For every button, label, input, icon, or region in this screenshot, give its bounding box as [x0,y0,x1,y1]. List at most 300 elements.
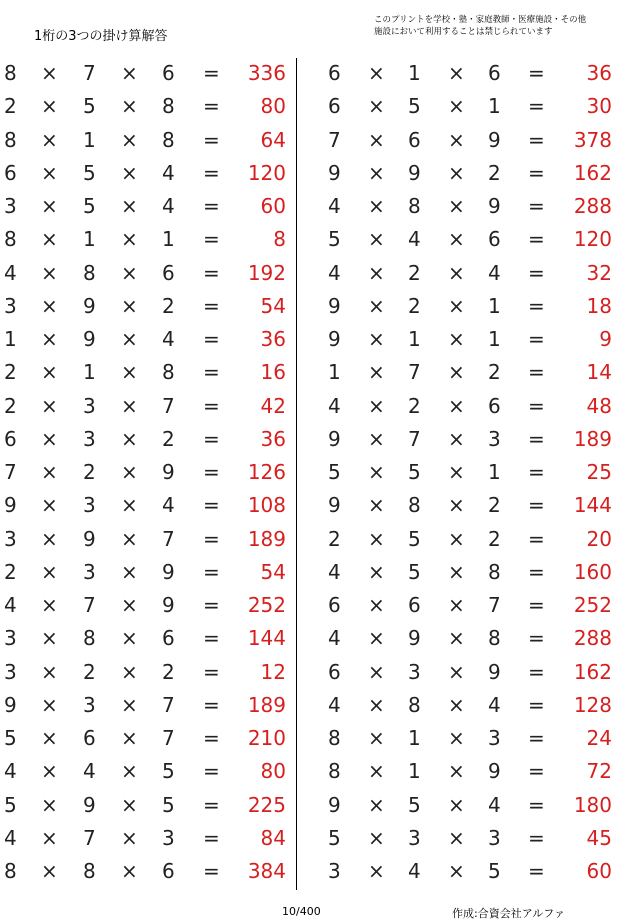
problem-row [0,423,296,456]
times-sign: × [121,194,138,218]
operand-1: 2 [4,360,17,385]
answer: 120 [247,160,286,185]
problem-row [0,290,296,323]
equals-sign: = [203,759,220,784]
problem-row [0,456,296,489]
operand-2: 2 [408,260,421,285]
times-sign: × [368,726,385,750]
answer: 64 [260,127,286,152]
problem-row [316,589,616,622]
operand-1: 8 [4,127,17,152]
operand-2: 2 [83,460,96,484]
times-sign: × [448,593,465,617]
answer: 80 [260,759,286,784]
times-sign: × [121,327,138,351]
equals-sign: = [203,260,220,285]
problem-row [316,722,616,755]
operand-2: 5 [408,526,421,551]
answer: 25 [586,460,612,484]
operand-3: 8 [488,559,501,584]
equals-sign: = [203,360,220,385]
times-sign: × [41,460,58,484]
equals-sign: = [203,94,220,119]
problem-row [0,157,296,190]
times-sign: × [121,127,138,152]
answer: 126 [247,460,286,484]
operand-3: 8 [162,360,175,385]
problem-row [0,390,296,423]
problem-row [316,223,616,256]
operand-1: 6 [4,426,17,451]
operand-3: 8 [488,626,501,651]
operand-2: 3 [83,493,96,518]
equals-sign: = [203,293,220,318]
equals-sign: = [528,127,545,152]
times-sign: × [121,792,138,817]
answer: 162 [573,160,612,185]
operand-3: 3 [488,426,501,451]
times-sign: × [41,293,58,318]
problem-row [316,190,616,223]
operand-1: 5 [328,227,341,252]
operand-2: 5 [408,559,421,584]
problem-row [316,489,616,522]
operand-1: 6 [328,593,341,617]
times-sign: × [121,260,138,285]
times-sign: × [121,859,138,883]
operand-3: 4 [162,194,175,218]
answer: 48 [586,393,612,418]
operand-2: 7 [83,593,96,617]
problem-row [316,157,616,190]
operand-3: 2 [162,659,175,684]
operand-3: 2 [488,360,501,385]
author-credit: 作成:合資会社アルファ [452,907,566,920]
answer: 189 [573,426,612,451]
times-sign: × [368,559,385,584]
answer: 108 [247,493,286,518]
equals-sign: = [528,626,545,651]
equals-sign: = [528,659,545,684]
operand-1: 9 [328,327,341,351]
operand-2: 6 [408,127,421,152]
operand-3: 7 [162,692,175,717]
equals-sign: = [203,327,220,351]
times-sign: × [121,692,138,717]
operand-2: 2 [408,293,421,318]
times-sign: × [368,61,385,85]
operand-3: 3 [162,825,175,850]
times-sign: × [368,227,385,252]
equals-sign: = [528,792,545,817]
times-sign: × [121,293,138,318]
equals-sign: = [528,94,545,119]
operand-2: 8 [83,626,96,651]
equals-sign: = [528,726,545,750]
answer: 120 [573,227,612,252]
operand-3: 3 [488,825,501,850]
times-sign: × [368,825,385,850]
operand-1: 6 [328,94,341,119]
operand-2: 5 [83,94,96,119]
operand-1: 2 [4,393,17,418]
operand-1: 9 [328,426,341,451]
equals-sign: = [203,726,220,750]
times-sign: × [41,859,58,883]
times-sign: × [121,659,138,684]
operand-2: 7 [408,426,421,451]
operand-3: 9 [488,194,501,218]
operand-2: 9 [83,327,96,351]
answer: 162 [573,659,612,684]
answer: 80 [260,94,286,119]
times-sign: × [121,593,138,617]
column-divider [296,58,297,890]
times-sign: × [368,692,385,717]
operand-3: 2 [162,426,175,451]
operand-1: 4 [328,692,341,717]
equals-sign: = [528,759,545,784]
times-sign: × [448,327,465,351]
operand-3: 1 [488,460,501,484]
operand-2: 8 [408,692,421,717]
operand-2: 1 [408,726,421,750]
equals-sign: = [203,825,220,850]
operand-2: 5 [408,94,421,119]
equals-sign: = [528,393,545,418]
times-sign: × [448,659,465,684]
operand-2: 8 [408,493,421,518]
operand-2: 3 [83,426,96,451]
operand-2: 1 [83,360,96,385]
problem-row [0,489,296,522]
equals-sign: = [203,426,220,451]
operand-3: 4 [488,792,501,817]
equals-sign: = [528,526,545,551]
times-sign: × [448,493,465,518]
operand-3: 9 [488,127,501,152]
answer: 12 [260,659,286,684]
operand-3: 6 [162,61,175,85]
times-sign: × [41,194,58,218]
equals-sign: = [528,692,545,717]
operand-1: 1 [4,327,17,351]
operand-2: 7 [408,360,421,385]
times-sign: × [448,194,465,218]
problem-row [0,656,296,689]
operand-2: 1 [408,759,421,784]
times-sign: × [41,127,58,152]
operand-3: 6 [162,859,175,883]
operand-1: 4 [328,260,341,285]
operand-2: 5 [83,194,96,218]
times-sign: × [121,61,138,85]
operand-1: 4 [4,260,17,285]
operand-1: 4 [328,559,341,584]
operand-1: 6 [328,61,341,85]
problem-row [0,589,296,622]
times-sign: × [121,426,138,451]
times-sign: × [368,493,385,518]
times-sign: × [368,260,385,285]
equals-sign: = [528,559,545,584]
answer: 384 [247,859,286,883]
operand-1: 4 [4,759,17,784]
problem-row [316,57,616,90]
times-sign: × [448,626,465,651]
answer: 378 [573,127,612,152]
answer: 32 [586,260,612,285]
operand-3: 6 [488,61,501,85]
problem-row [316,423,616,456]
operand-2: 1 [408,327,421,351]
answer: 160 [573,559,612,584]
problem-row [316,789,616,822]
problem-row [316,556,616,589]
equals-sign: = [203,227,220,252]
equals-sign: = [203,460,220,484]
equals-sign: = [203,692,220,717]
times-sign: × [368,759,385,784]
times-sign: × [368,127,385,152]
operand-3: 8 [162,94,175,119]
operand-1: 3 [4,526,17,551]
answer: 16 [260,360,286,385]
operand-2: 7 [83,61,96,85]
operand-2: 4 [408,859,421,883]
operand-3: 9 [488,759,501,784]
times-sign: × [41,792,58,817]
times-sign: × [41,360,58,385]
times-sign: × [41,626,58,651]
operand-3: 4 [162,493,175,518]
times-sign: × [368,859,385,883]
problem-row [316,523,616,556]
equals-sign: = [203,659,220,684]
times-sign: × [368,194,385,218]
times-sign: × [41,227,58,252]
equals-sign: = [528,825,545,850]
times-sign: × [448,692,465,717]
times-sign: × [448,360,465,385]
equals-sign: = [528,859,545,883]
operand-1: 4 [328,393,341,418]
times-sign: × [121,759,138,784]
operand-2: 2 [83,659,96,684]
problem-row [0,223,296,256]
times-sign: × [368,626,385,651]
operand-3: 1 [488,94,501,119]
equals-sign: = [203,160,220,185]
answer: 84 [260,825,286,850]
problem-row [316,622,616,655]
equals-sign: = [528,360,545,385]
times-sign: × [448,825,465,850]
operand-3: 6 [162,260,175,285]
times-sign: × [448,94,465,119]
times-sign: × [368,327,385,351]
equals-sign: = [528,227,545,252]
times-sign: × [121,360,138,385]
times-sign: × [368,393,385,418]
operand-1: 8 [4,859,17,883]
operand-3: 4 [162,160,175,185]
operand-2: 8 [408,194,421,218]
equals-sign: = [203,127,220,152]
operand-2: 9 [83,792,96,817]
times-sign: × [41,94,58,119]
operand-3: 7 [488,593,501,617]
answer: 42 [260,393,286,418]
operand-3: 9 [488,659,501,684]
equals-sign: = [203,194,220,218]
operand-2: 8 [83,260,96,285]
equals-sign: = [203,493,220,518]
answer: 45 [586,825,612,850]
times-sign: × [368,792,385,817]
operand-1: 5 [328,825,341,850]
times-sign: × [41,759,58,784]
problem-row [316,90,616,123]
answer: 128 [573,692,612,717]
operand-3: 9 [162,460,175,484]
operand-2: 7 [83,825,96,850]
times-sign: × [41,593,58,617]
right-problem-column [316,57,616,888]
times-sign: × [448,526,465,551]
operand-3: 1 [162,227,175,252]
operand-3: 2 [488,493,501,518]
equals-sign: = [203,859,220,883]
equals-sign: = [528,593,545,617]
operand-1: 5 [4,726,17,750]
equals-sign: = [528,61,545,85]
times-sign: × [121,160,138,185]
answer: 36 [260,426,286,451]
times-sign: × [448,160,465,185]
equals-sign: = [528,260,545,285]
operand-1: 4 [328,626,341,651]
times-sign: × [448,227,465,252]
operand-1: 6 [4,160,17,185]
operand-3: 7 [162,526,175,551]
times-sign: × [121,626,138,651]
problem-row [0,523,296,556]
left-problem-column [0,57,296,888]
answer: 20 [586,526,612,551]
times-sign: × [121,460,138,484]
answer: 252 [247,593,286,617]
times-sign: × [368,460,385,484]
times-sign: × [41,692,58,717]
times-sign: × [41,493,58,518]
problem-row [316,456,616,489]
operand-3: 7 [162,393,175,418]
operand-2: 2 [408,393,421,418]
problem-row [0,323,296,356]
answer: 9 [599,327,612,351]
problem-row [0,855,296,888]
usage-notice: このプリントを学校・塾・家庭教師・医療施設・その他 施設において利用することは禁じられています [374,15,587,37]
operand-2: 3 [83,559,96,584]
operand-1: 1 [328,360,341,385]
operand-1: 2 [4,559,17,584]
problem-row [316,323,616,356]
operand-1: 9 [328,293,341,318]
times-sign: × [41,559,58,584]
operand-3: 2 [162,293,175,318]
problem-row [316,689,616,722]
operand-2: 1 [83,127,96,152]
operand-3: 5 [488,859,501,883]
problem-row [316,290,616,323]
equals-sign: = [528,460,545,484]
answer: 225 [247,792,286,817]
operand-1: 8 [328,726,341,750]
operand-1: 5 [328,460,341,484]
operand-3: 3 [488,726,501,750]
operand-3: 2 [488,160,501,185]
operand-1: 8 [4,61,17,85]
operand-3: 4 [162,327,175,351]
operand-2: 3 [408,659,421,684]
answer: 144 [247,626,286,651]
operand-1: 4 [4,825,17,850]
times-sign: × [121,493,138,518]
operand-1: 7 [328,127,341,152]
operand-2: 4 [83,759,96,784]
times-sign: × [448,859,465,883]
problem-row [316,390,616,423]
problem-row [0,689,296,722]
times-sign: × [121,559,138,584]
page-number: 10/400 [282,905,321,918]
problem-row [0,789,296,822]
operand-1: 2 [328,526,341,551]
times-sign: × [368,94,385,119]
problem-row [0,190,296,223]
operand-1: 9 [328,160,341,185]
operand-2: 8 [83,859,96,883]
operand-2: 3 [83,393,96,418]
times-sign: × [121,526,138,551]
answer: 14 [586,360,612,385]
times-sign: × [448,61,465,85]
equals-sign: = [203,626,220,651]
answer: 288 [573,626,612,651]
operand-3: 4 [488,692,501,717]
times-sign: × [41,327,58,351]
operand-3: 7 [162,726,175,750]
answer: 8 [273,227,286,252]
times-sign: × [121,94,138,119]
answer: 60 [260,194,286,218]
operand-2: 5 [83,160,96,185]
equals-sign: = [528,160,545,185]
times-sign: × [368,360,385,385]
operand-3: 9 [162,559,175,584]
problem-row [0,822,296,855]
equals-sign: = [203,61,220,85]
times-sign: × [41,260,58,285]
answer: 336 [247,61,286,85]
operand-1: 6 [328,659,341,684]
operand-2: 6 [408,593,421,617]
problem-row [316,656,616,689]
equals-sign: = [528,327,545,351]
operand-2: 9 [408,626,421,651]
operand-1: 9 [328,493,341,518]
